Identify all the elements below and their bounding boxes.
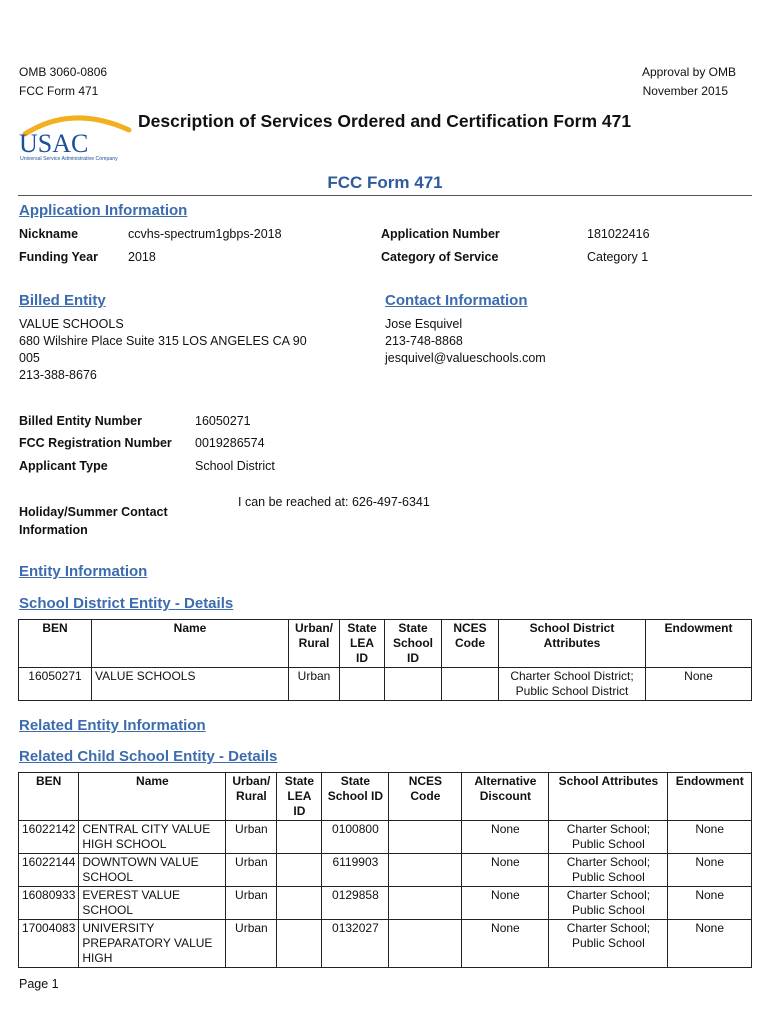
logo-subtext: Universal Service Administrative Company <box>20 156 118 162</box>
cell-urban: Urban <box>226 920 277 968</box>
school-district-table <box>18 619 752 701</box>
table-row <box>19 821 752 854</box>
ben-label: Billed Entity Number <box>19 414 142 428</box>
cell-alt-discount: None <box>462 854 549 887</box>
cell-ben: 16022142 <box>19 821 79 854</box>
col-nces: NCES Code <box>389 773 462 821</box>
related-child-table <box>18 772 752 968</box>
table-header-row <box>19 773 752 821</box>
cell-school-id: 0100800 <box>322 821 389 854</box>
cell-lea <box>277 854 322 887</box>
nickname-value: ccvhs-spectrum1gbps-2018 <box>128 227 282 241</box>
billed-entity-heading: Billed Entity <box>19 292 106 309</box>
document-title: Description of Services Ordered and Certification Form 471 <box>138 111 632 131</box>
cell-attributes: Charter School District; Public School District <box>499 668 646 701</box>
contact-email: jesquivel@valueschools.com <box>385 351 546 365</box>
col-nces: NCES Code <box>442 620 499 668</box>
col-school-id: State School ID <box>322 773 389 821</box>
frn-label: FCC Registration Number <box>19 436 172 450</box>
cell-ben: 16080933 <box>19 887 79 920</box>
col-endowment: Endowment <box>668 773 752 821</box>
school-district-heading: School District Entity - Details <box>19 595 234 612</box>
logo-text: USAC <box>19 129 89 158</box>
usac-logo <box>17 112 135 164</box>
col-urban: Urban/ Rural <box>226 773 277 821</box>
approval-date: November 2015 <box>642 84 728 98</box>
cell-name: VALUE SCHOOLS <box>92 668 289 701</box>
address-line-2: 005 <box>19 351 40 365</box>
col-alt-discount: Alternative Discount <box>462 773 549 821</box>
page-number: Page 1 <box>19 977 59 991</box>
cell-school-attributes: Charter School; Public School <box>549 854 668 887</box>
entity-info-heading: Entity Information <box>19 563 148 580</box>
cell-name: DOWNTOWN VALUE SCHOOL <box>79 854 226 887</box>
col-ben: BEN <box>19 620 92 668</box>
cell-nces <box>389 920 462 968</box>
cell-urban: Urban <box>226 887 277 920</box>
application-number-label: Application Number <box>381 227 500 241</box>
applicant-type-label: Applicant Type <box>19 459 108 473</box>
cell-nces <box>389 854 462 887</box>
cell-urban: Urban <box>226 821 277 854</box>
contact-block <box>385 316 546 367</box>
contact-phone: 213-748-8868 <box>385 334 463 348</box>
cell-endowment: None <box>668 821 752 854</box>
cell-name: EVEREST VALUE SCHOOL <box>79 887 226 920</box>
cell-school-id: 6119903 <box>322 854 389 887</box>
col-endowment: Endowment <box>646 620 752 668</box>
billed-entity-address <box>19 316 307 384</box>
cell-lea <box>277 887 322 920</box>
cell-lea <box>277 920 322 968</box>
col-lea: State LEA ID <box>277 773 322 821</box>
cell-school-id: 0129858 <box>322 887 389 920</box>
related-child-heading: Related Child School Entity - Details <box>19 748 278 765</box>
category-label: Category of Service <box>381 250 499 264</box>
billed-entity-phone: 213-388-8676 <box>19 368 97 382</box>
cell-endowment: None <box>668 920 752 968</box>
cell-school-id: 0132027 <box>322 920 389 968</box>
applicant-type-value: School District <box>195 459 275 473</box>
omb-number: OMB 3060-0806 <box>19 65 108 79</box>
nickname-label: Nickname <box>19 227 79 241</box>
application-info-heading: Application Information <box>19 202 188 219</box>
col-name: Name <box>79 773 226 821</box>
form-number: FCC Form 471 <box>19 84 99 98</box>
cell-urban: Urban <box>226 854 277 887</box>
table-row <box>19 668 752 701</box>
cell-school-attributes: Charter School; Public School <box>549 821 668 854</box>
title-divider <box>18 195 752 196</box>
related-entity-heading: Related Entity Information <box>19 717 206 734</box>
address-line-1: 680 Wilshire Place Suite 315 LOS ANGELES CA 90 <box>19 334 307 348</box>
table-row <box>19 854 752 887</box>
cell-alt-discount: None <box>462 887 549 920</box>
funding-year-value: 2018 <box>128 250 156 264</box>
frn-value: 0019286574 <box>195 436 265 450</box>
table-header-row <box>19 620 752 668</box>
cell-nces <box>389 887 462 920</box>
ben-value: 16050271 <box>195 414 251 428</box>
cell-ben: 17004083 <box>19 920 79 968</box>
cell-endowment: None <box>646 668 752 701</box>
col-school-attributes: School Attributes <box>549 773 668 821</box>
col-attributes: School District Attributes <box>499 620 646 668</box>
table-row <box>19 920 752 968</box>
cell-state-lea <box>340 668 385 701</box>
funding-year-label: Funding Year <box>19 250 98 264</box>
billed-entity-name: VALUE SCHOOLS <box>19 317 124 331</box>
holiday-contact-value: I can be reached at: 626-497-6341 <box>238 495 430 509</box>
cell-endowment: None <box>668 854 752 887</box>
col-name: Name <box>92 620 289 668</box>
cell-school-attributes: Charter School; Public School <box>549 920 668 968</box>
cell-name: CENTRAL CITY VALUE HIGH SCHOOL <box>79 821 226 854</box>
contact-name: Jose Esquivel <box>385 317 463 331</box>
approval-label: Approval by OMB <box>641 65 736 79</box>
cell-urban: Urban <box>289 668 340 701</box>
cell-lea <box>277 821 322 854</box>
form-title: FCC Form 471 <box>327 173 443 192</box>
col-state-lea: State LEA ID <box>340 620 385 668</box>
cell-state-school <box>385 668 442 701</box>
holiday-contact-label <box>19 503 168 539</box>
col-state-school: State School ID <box>385 620 442 668</box>
cell-alt-discount: None <box>462 821 549 854</box>
table-row <box>19 887 752 920</box>
cell-nces <box>389 821 462 854</box>
cell-ben: 16022144 <box>19 854 79 887</box>
cell-school-attributes: Charter School; Public School <box>549 887 668 920</box>
contact-info-heading: Contact Information <box>385 292 528 309</box>
col-urban: Urban/ Rural <box>289 620 340 668</box>
holiday-label-line-1: Holiday/Summer Contact <box>19 505 168 519</box>
cell-ben: 16050271 <box>19 668 92 701</box>
cell-name: UNIVERSITY PREPARATORY VALUE HIGH <box>79 920 226 968</box>
holiday-label-line-2: Information <box>19 523 88 537</box>
application-number-value: 181022416 <box>587 227 650 241</box>
cell-alt-discount: None <box>462 920 549 968</box>
cell-nces <box>442 668 499 701</box>
col-ben: BEN <box>19 773 79 821</box>
category-value: Category 1 <box>587 250 649 264</box>
cell-endowment: None <box>668 887 752 920</box>
